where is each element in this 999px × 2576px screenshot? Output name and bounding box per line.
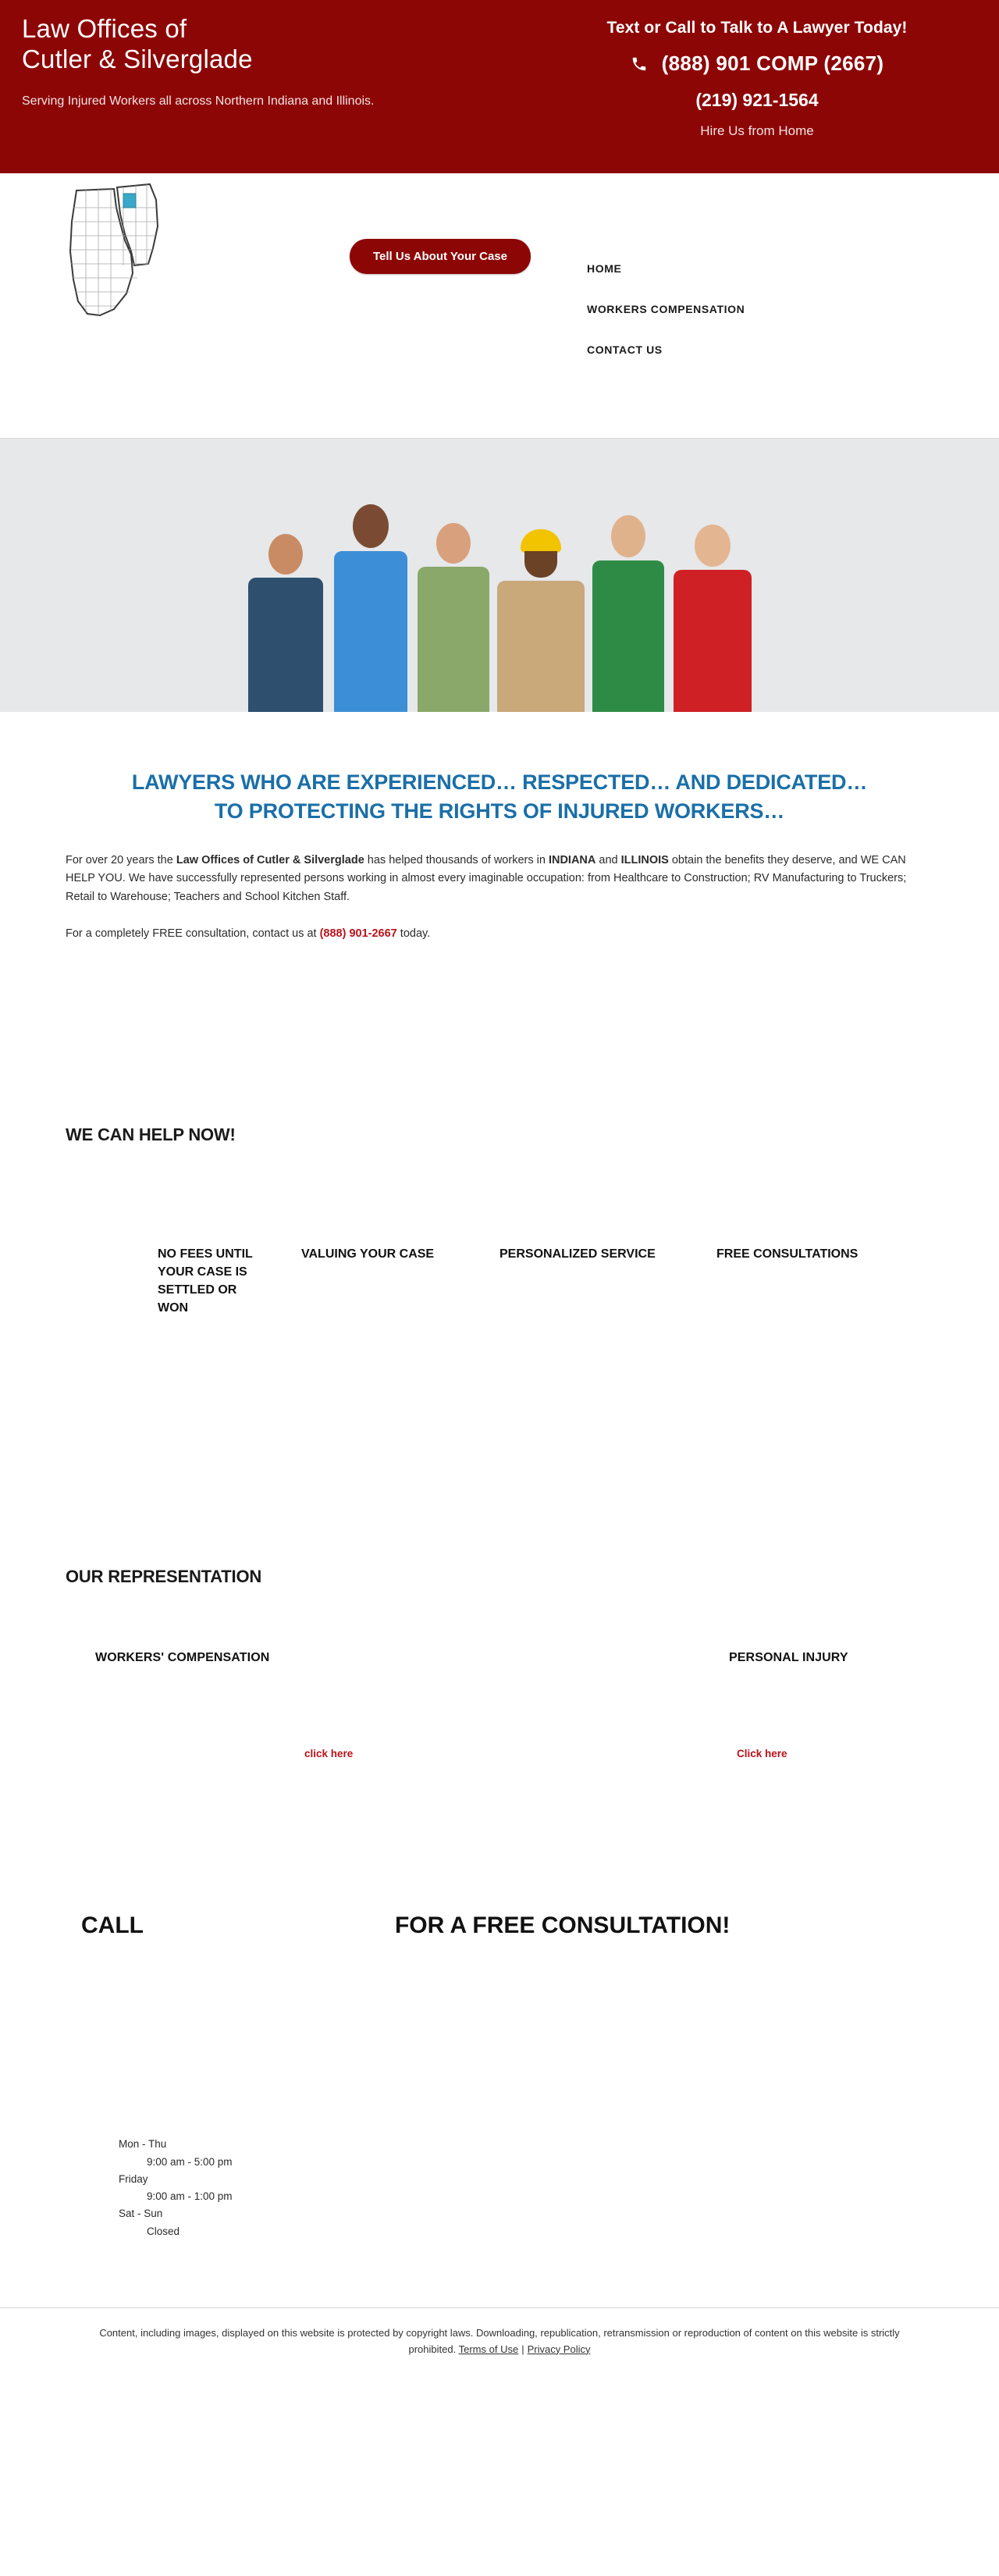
hours-row	[119, 2205, 933, 2240]
consultation-text-2: today.	[396, 927, 431, 941]
consultation-paragraph	[66, 925, 933, 943]
workers-compensation-click-here-link[interactable]: click here	[304, 1748, 354, 1760]
brand-block[interactable]	[22, 14, 374, 110]
privacy-policy-link[interactable]: Privacy Policy	[527, 2343, 591, 2355]
state-indiana-bold: INDIANA	[548, 853, 596, 866]
hours-time: Closed	[147, 2225, 180, 2237]
firm-name-bold: Law Offices of Cutler & Silverglade	[176, 853, 364, 866]
representation-title: PERSONAL INJURY	[729, 1651, 848, 1665]
feature-title: PERSONALIZED SERVICE	[500, 1247, 656, 1261]
menu-item-workers-compensation[interactable]: WORKERS COMPENSATION	[587, 303, 745, 315]
representation-row	[66, 1651, 933, 1759]
consultation-phone-link[interactable]: (888) 901-2667	[319, 927, 397, 941]
representation-title: WORKERS' COMPENSATION	[95, 1651, 270, 1665]
feature-item	[283, 1245, 500, 1318]
feature-title: FREE CONSULTATIONS	[716, 1247, 859, 1261]
worker-figure	[243, 534, 329, 712]
header-contact-block	[546, 14, 968, 139]
hours-time: 9:00 am - 5:00 pm	[147, 2155, 233, 2168]
nav-strip	[0, 173, 999, 439]
headline-line-2: TO PROTECTING THE RIGHTS OF INJURED WORKERS…	[214, 799, 785, 824]
call-word: CALL	[81, 1912, 144, 1939]
worker-figure	[329, 504, 413, 712]
intro-text-2: has helped thousands of workers in	[364, 853, 549, 866]
group-of-workers-photo	[203, 458, 796, 712]
intro-text-1: For over 20 years the	[66, 853, 176, 866]
intro-text-3: and	[595, 853, 621, 866]
headline-line-1: LAWYERS WHO ARE EXPERIENCED… RESPECTED… AND DEDICATED…	[131, 770, 868, 795]
site-footer	[0, 2307, 999, 2380]
copyright-notice: Content, including images, displayed on this website is protected by copyright laws. Downloading, republication, retransmission or reproduction of content on this website is strictly prohibited.	[99, 2326, 900, 2355]
personal-injury-click-here-link[interactable]: Click here	[737, 1748, 787, 1760]
brand-line-2: Cutler & Silverglade	[22, 44, 253, 73]
consultation-text-1: For a completely FREE consultation, contact us at	[66, 927, 320, 941]
worker-figure	[588, 515, 669, 712]
phone-icon	[631, 55, 648, 73]
worker-figure	[494, 529, 588, 712]
site-header	[0, 0, 999, 173]
worker-figure	[669, 525, 756, 712]
hours-row	[119, 2136, 933, 2171]
tell-us-about-your-case-button[interactable]: Tell Us About Your Case	[350, 239, 531, 274]
phone-primary[interactable]: (888) 901 COMP (2667)	[661, 52, 884, 75]
footer-separator: |	[521, 2343, 524, 2355]
section-title-we-can-help-now: WE CAN HELP NOW!	[66, 1124, 236, 1144]
call-to-action-band	[66, 1912, 933, 1939]
features-row	[66, 1245, 933, 1318]
primary-phone-row[interactable]	[546, 52, 968, 76]
section-title-our-representation: OUR REPRESENTATION	[66, 1567, 262, 1587]
brand-tagline: Serving Injured Workers all across Northern Indiana and Illinois.	[22, 94, 375, 108]
hours-day: Sat - Sun	[119, 2208, 163, 2220]
feature-item	[66, 1245, 283, 1318]
hours-day: Friday	[119, 2172, 148, 2185]
phone-secondary[interactable]: (219) 921-1564	[695, 90, 819, 110]
contact-heading: Text or Call to Talk to A Lawyer Today!	[606, 19, 908, 37]
main-content	[39, 726, 960, 2240]
intro-text-4: obtain the benefits they deserve, and WE CAN HELP YOU. We have successfully represented persons working in almost every imaginable occupation: from Healthcare to Construction; RV Manufacturing to Truckers; Retail to Warehouse; Teachers and School Kitchen Staff.	[66, 853, 907, 903]
page-title	[66, 726, 933, 827]
feature-item	[500, 1245, 716, 1318]
feature-title: VALUING YOUR CASE	[301, 1247, 435, 1261]
feature-title: NO FEES UNTIL YOUR CASE IS SETTLED OR WON	[158, 1247, 253, 1315]
office-hours	[66, 2136, 933, 2240]
hours-time: 9:00 am - 1:00 pm	[147, 2190, 233, 2203]
cta-holder	[350, 239, 531, 274]
feature-item	[716, 1245, 933, 1318]
menu-item-home[interactable]: HOME	[587, 262, 622, 275]
hire-from-home-link[interactable]: Hire Us from Home	[700, 123, 814, 138]
indiana-illinois-map-icon	[39, 176, 203, 333]
main-menu	[587, 248, 821, 370]
hours-row	[119, 2171, 933, 2206]
hero-banner	[0, 439, 999, 712]
terms-of-use-link[interactable]: Terms of Use	[458, 2343, 519, 2355]
hours-day: Mon - Thu	[119, 2138, 167, 2151]
menu-item-contact-us[interactable]: CONTACT US	[587, 343, 663, 356]
intro-paragraph	[66, 852, 933, 906]
worker-figure	[413, 523, 494, 712]
representation-item-workers-compensation	[66, 1651, 500, 1759]
brand-line-1: Law Offices of	[22, 14, 187, 43]
state-illinois-bold: ILLINOIS	[620, 853, 669, 866]
representation-item-personal-injury	[500, 1651, 933, 1759]
call-free-consultation-text: FOR A FREE CONSULTATION!	[394, 1912, 731, 1939]
